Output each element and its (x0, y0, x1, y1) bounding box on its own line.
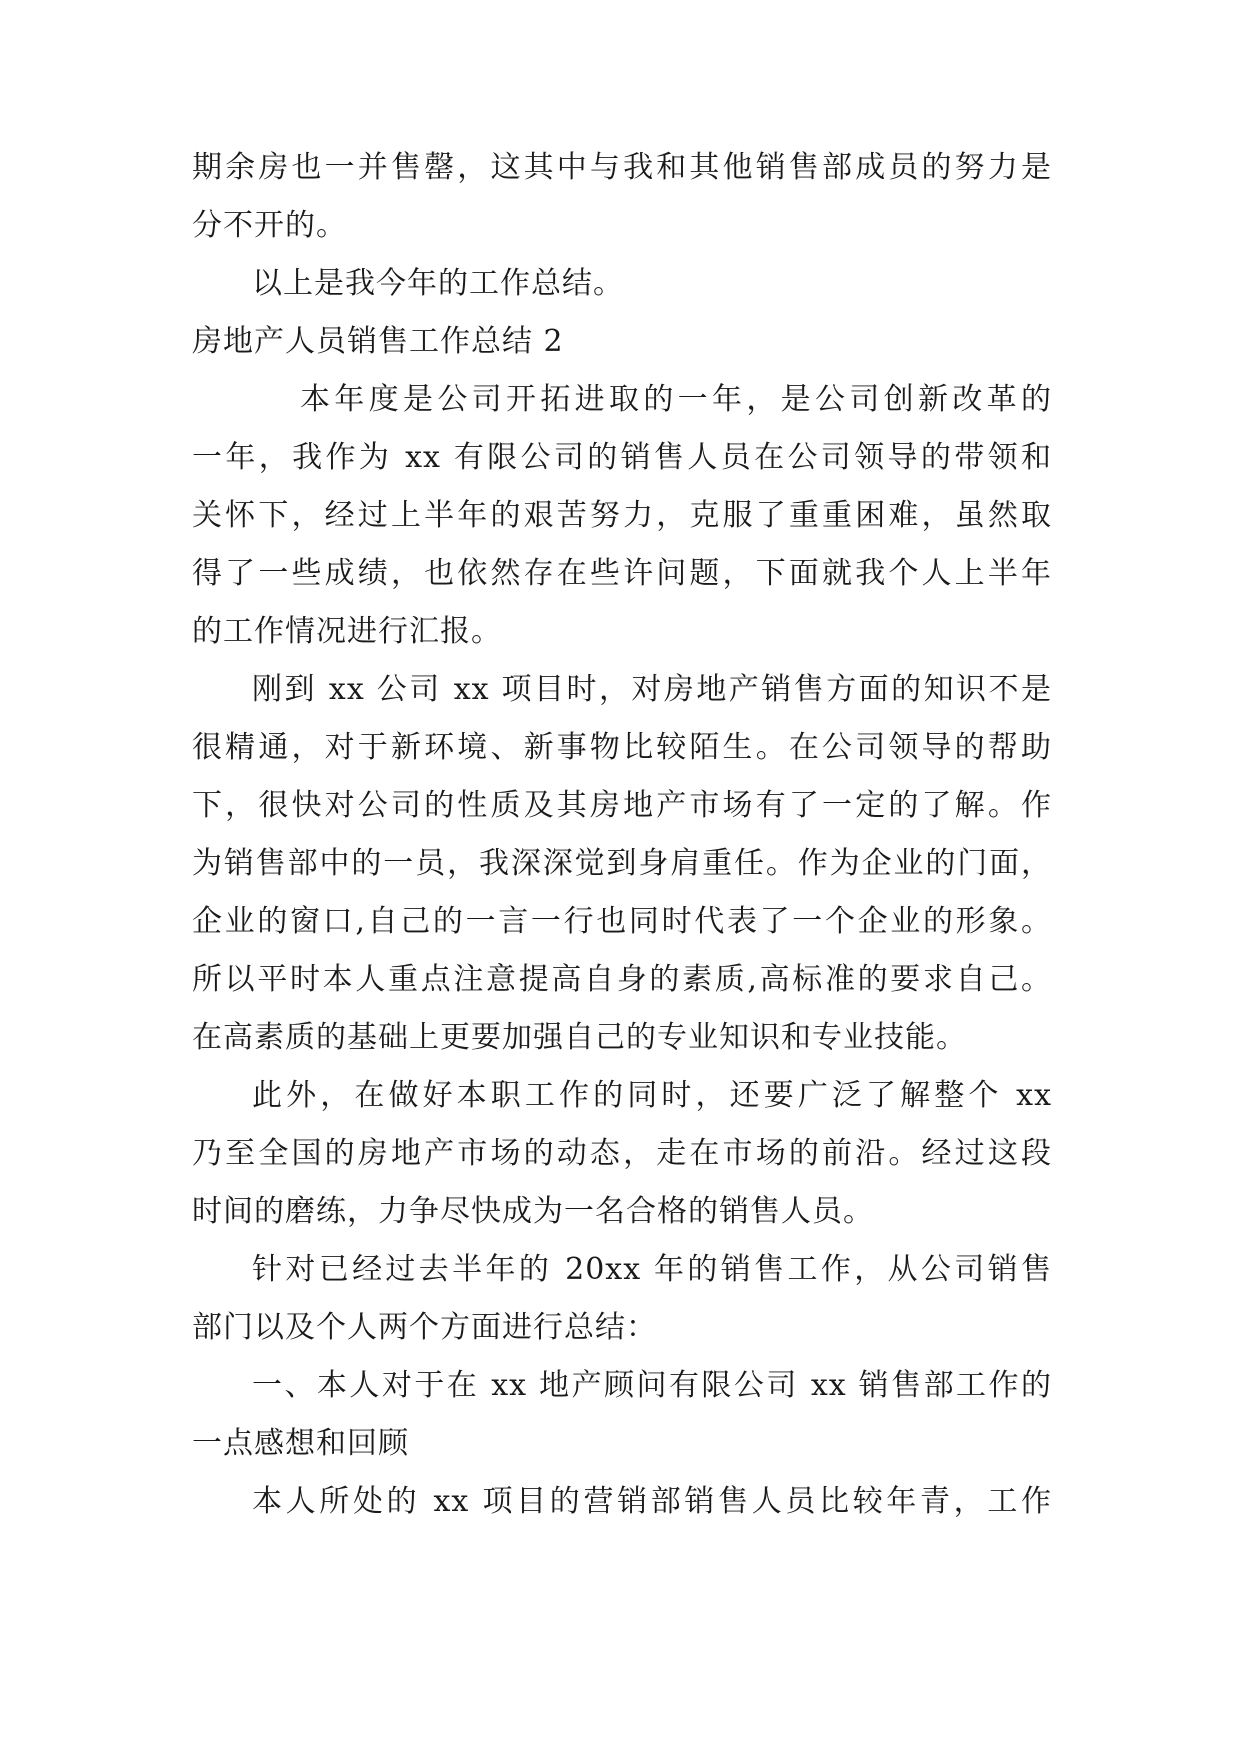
paragraph-line: 针对已经过去半年的 20xx 年的销售工作，从公司销售 (252, 1252, 1052, 1287)
paragraph-line: 时间的磨练，力争尽快成为一名合格的销售人员。 (192, 1194, 874, 1229)
paragraph-line: 分不开的。 (192, 208, 347, 243)
paragraph-line: 此外，在做好本职工作的同时，还要广泛了解整个 xx (252, 1078, 1052, 1113)
paragraph-line: 以上是我今年的工作总结。 (252, 266, 624, 301)
paragraph-line: 关怀下，经过上半年的艰苦努力，克服了重重困难，虽然取 (192, 498, 1052, 533)
paragraph-line: 为销售部中的一员，我深深觉到身肩重任。作为企业的门面， (192, 846, 1052, 881)
paragraph-line: 本年度是公司开拓进取的一年，是公司创新改革的 (300, 382, 1052, 417)
paragraph-line: 期余房也一并售罄，这其中与我和其他销售部成员的努力是 (192, 150, 1052, 185)
list-item-heading: 一、本人对于在 xx 地产顾问有限公司 xx 销售部工作的 (252, 1368, 1052, 1403)
paragraph-line: 刚到 xx 公司 xx 项目时，对房地产销售方面的知识不是 (252, 672, 1052, 707)
paragraph-line: 企业的窗口,自己的一言一行也同时代表了一个企业的形象。 (192, 904, 1052, 939)
paragraph-line: 下，很快对公司的性质及其房地产市场有了一定的了解。作 (192, 788, 1052, 823)
section-heading: 房地产人员销售工作总结 2 (192, 324, 564, 359)
paragraph-line: 乃至全国的房地产市场的动态，走在市场的前沿。经过这段 (192, 1136, 1052, 1171)
paragraph-line: 一年，我作为 xx 有限公司的销售人员在公司领导的带领和 (192, 440, 1052, 475)
paragraph-line: 在高素质的基础上更要加强自己的专业知识和专业技能。 (192, 1020, 967, 1055)
paragraph-line: 的工作情况进行汇报。 (192, 614, 502, 649)
paragraph-line: 部门以及个人两个方面进行总结： (192, 1310, 657, 1345)
paragraph-line: 得了一些成绩，也依然存在些许问题，下面就我个人上半年 (192, 556, 1052, 591)
paragraph-line: 很精通，对于新环境、新事物比较陌生。在公司领导的帮助 (192, 730, 1052, 765)
paragraph-line: 本人所处的 xx 项目的营销部销售人员比较年青，工作 (252, 1484, 1052, 1519)
list-item-heading: 一点感想和回顾 (192, 1426, 409, 1461)
paragraph-line: 所以平时本人重点注意提高自身的素质,高标准的要求自己。 (192, 962, 1052, 997)
